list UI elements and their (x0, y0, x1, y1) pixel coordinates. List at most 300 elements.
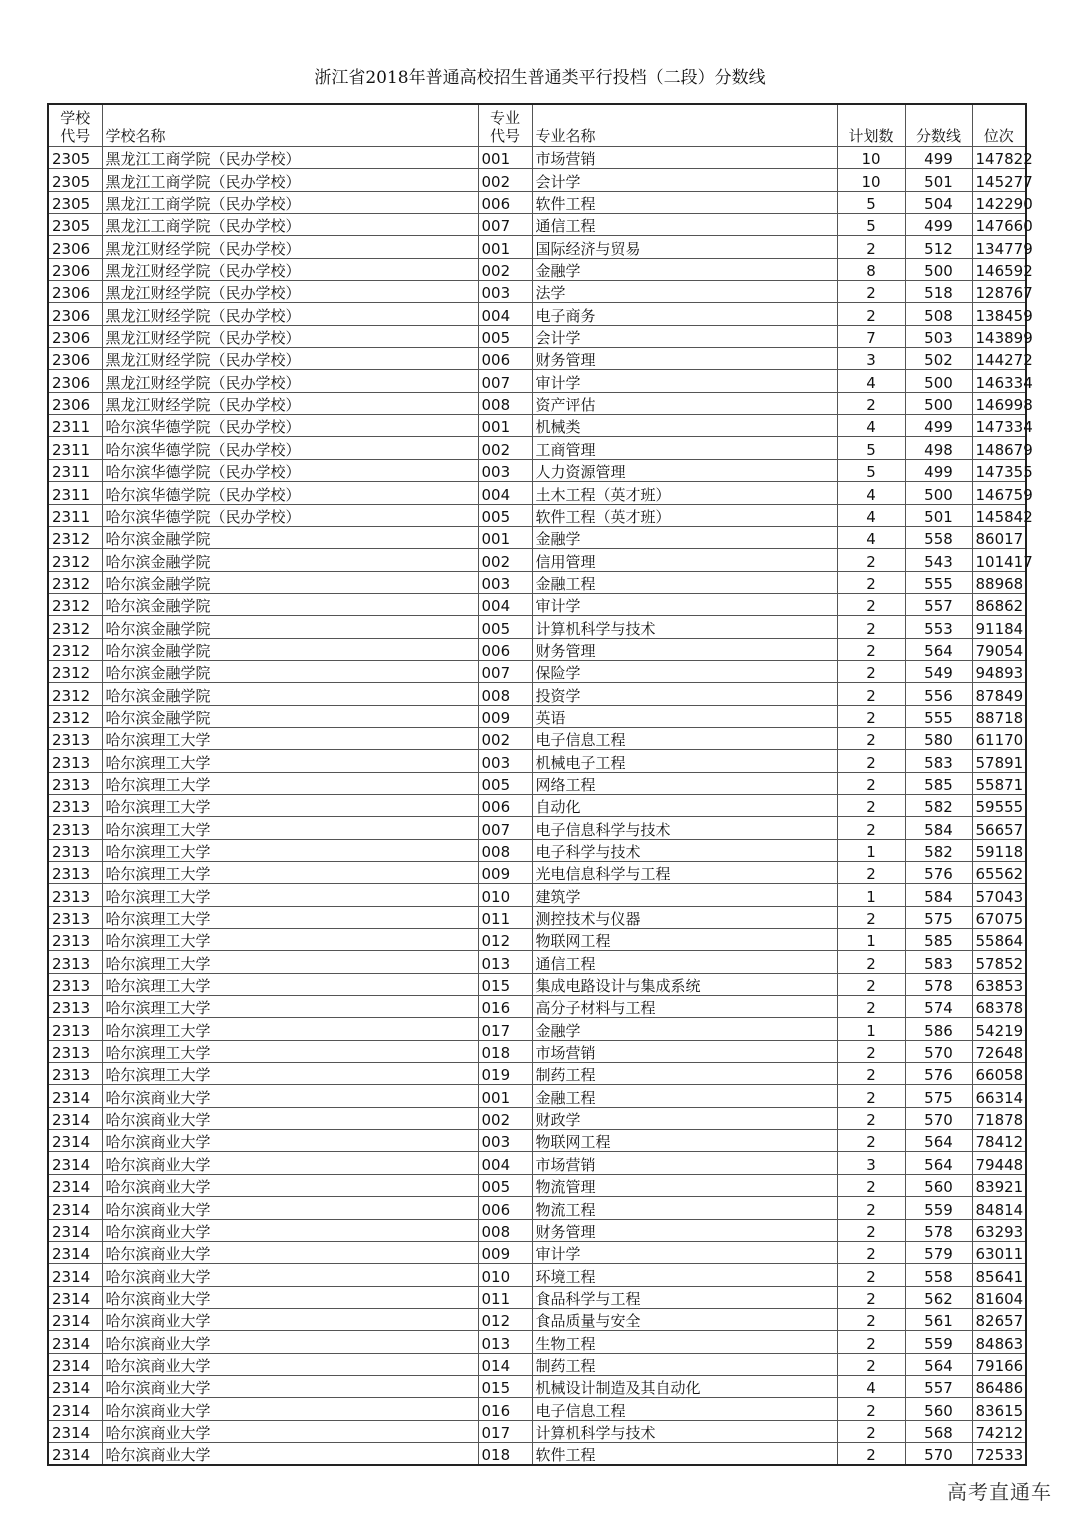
cell-rank: 55871 (972, 772, 1026, 794)
cell-school-name: 哈尔滨金融学院 (102, 526, 478, 548)
cell-rank: 68378 (972, 996, 1026, 1018)
cell-plan: 8 (837, 258, 905, 280)
table-row (48, 1174, 1026, 1196)
cell-school-name: 哈尔滨商业大学 (102, 1353, 478, 1375)
cell-major-name: 建筑学 (532, 884, 837, 906)
cell-major-code: 012 (478, 1308, 532, 1330)
table-row (48, 504, 1026, 526)
cell-major-code: 007 (478, 214, 532, 236)
cell-score: 499 (905, 214, 972, 236)
table-row (48, 1331, 1026, 1353)
cell-school-name: 哈尔滨理工大学 (102, 929, 478, 951)
cell-major-name: 财务管理 (532, 348, 837, 370)
cell-major-code: 008 (478, 839, 532, 861)
cell-score: 575 (905, 1085, 972, 1107)
cell-major-code: 016 (478, 1398, 532, 1420)
cell-school-code: 2313 (48, 1018, 102, 1040)
cell-plan: 2 (837, 281, 905, 303)
cell-rank: 55864 (972, 929, 1026, 951)
cell-rank: 57043 (972, 884, 1026, 906)
cell-school-name: 哈尔滨商业大学 (102, 1420, 478, 1442)
cell-plan: 2 (837, 996, 905, 1018)
cell-rank: 146998 (972, 392, 1026, 414)
cell-school-code: 2314 (48, 1353, 102, 1375)
cell-score: 508 (905, 303, 972, 325)
table-row (48, 750, 1026, 772)
cell-school-code: 2311 (48, 482, 102, 504)
cell-score: 498 (905, 437, 972, 459)
cell-plan: 2 (837, 660, 905, 682)
cell-major-name: 物流工程 (532, 1197, 837, 1219)
cell-school-name: 哈尔滨商业大学 (102, 1241, 478, 1263)
cell-score: 576 (905, 1063, 972, 1085)
table-row (48, 303, 1026, 325)
cell-major-name: 保险学 (532, 660, 837, 682)
cell-plan: 2 (837, 1308, 905, 1330)
cell-major-code: 010 (478, 884, 532, 906)
cell-major-name: 通信工程 (532, 951, 837, 973)
cell-school-code: 2314 (48, 1331, 102, 1353)
cell-school-code: 2314 (48, 1174, 102, 1196)
cell-rank: 146334 (972, 370, 1026, 392)
cell-plan: 2 (837, 593, 905, 615)
table-row (48, 727, 1026, 749)
table-row (48, 705, 1026, 727)
table-row (48, 772, 1026, 794)
cell-major-code: 017 (478, 1420, 532, 1442)
table-body (48, 104, 1033, 1465)
cell-rank: 84814 (972, 1197, 1026, 1219)
cell-major-name: 测控技术与仪器 (532, 906, 837, 928)
cell-score: 499 (905, 415, 972, 437)
cell-plan: 2 (837, 1420, 905, 1442)
cell-plan: 1 (837, 839, 905, 861)
cell-school-name: 哈尔滨金融学院 (102, 593, 478, 615)
cell-major-name: 高分子材料与工程 (532, 996, 837, 1018)
cell-score: 570 (905, 1040, 972, 1062)
cell-plan: 2 (837, 1264, 905, 1286)
cell-school-code: 2312 (48, 593, 102, 615)
cell-rank: 146592 (972, 258, 1026, 280)
table-row (48, 1264, 1026, 1286)
cell-school-code: 2313 (48, 996, 102, 1018)
cell-plan: 2 (837, 1197, 905, 1219)
table-row (48, 437, 1026, 459)
cell-score: 503 (905, 325, 972, 347)
cell-major-code: 013 (478, 1331, 532, 1353)
cell-score: 584 (905, 884, 972, 906)
cell-plan: 2 (837, 1353, 905, 1375)
cell-school-name: 哈尔滨金融学院 (102, 683, 478, 705)
cell-score: 578 (905, 1219, 972, 1241)
cell-major-code: 003 (478, 1130, 532, 1152)
cell-major-name: 市场营销 (532, 147, 837, 169)
cell-major-name: 制药工程 (532, 1353, 837, 1375)
cell-school-code: 2306 (48, 348, 102, 370)
header-major-code-line2: 代号 (489, 127, 520, 145)
table-row (48, 482, 1026, 504)
cell-major-code: 001 (478, 526, 532, 548)
cell-school-code: 2306 (48, 325, 102, 347)
table-row (48, 683, 1026, 705)
table-row (48, 370, 1026, 392)
cell-major-name: 财务管理 (532, 1219, 837, 1241)
cell-plan: 3 (837, 348, 905, 370)
cell-score: 580 (905, 727, 972, 749)
cell-major-code: 001 (478, 147, 532, 169)
cell-major-name: 制药工程 (532, 1063, 837, 1085)
cell-plan: 2 (837, 1130, 905, 1152)
cell-score: 574 (905, 996, 972, 1018)
cell-major-code: 001 (478, 236, 532, 258)
cell-score: 568 (905, 1420, 972, 1442)
cell-school-code: 2314 (48, 1085, 102, 1107)
table-row (48, 817, 1026, 839)
header-school-code-line2: 代号 (60, 127, 91, 145)
cell-plan: 2 (837, 1286, 905, 1308)
cell-plan: 1 (837, 929, 905, 951)
cell-rank: 85641 (972, 1264, 1026, 1286)
cell-major-code: 002 (478, 1107, 532, 1129)
cell-score: 543 (905, 549, 972, 571)
cell-major-code: 005 (478, 772, 532, 794)
cell-score: 585 (905, 772, 972, 794)
cell-school-code: 2313 (48, 862, 102, 884)
cell-school-name: 哈尔滨理工大学 (102, 951, 478, 973)
cell-major-code: 002 (478, 549, 532, 571)
table-row (48, 1018, 1026, 1040)
cell-major-name: 生物工程 (532, 1331, 837, 1353)
cell-major-name: 工商管理 (532, 437, 837, 459)
cell-plan: 2 (837, 638, 905, 660)
cell-major-name: 软件工程（英才班） (532, 504, 837, 526)
header-score: 分数线 (905, 104, 972, 147)
cell-rank: 144272 (972, 348, 1026, 370)
cell-plan: 2 (837, 794, 905, 816)
cell-rank: 54219 (972, 1018, 1026, 1040)
cell-plan: 2 (837, 571, 905, 593)
table-row (48, 1442, 1026, 1465)
cell-school-name: 哈尔滨理工大学 (102, 772, 478, 794)
cell-school-name: 哈尔滨华德学院（民办学校） (102, 504, 478, 526)
cell-school-name: 黑龙江财经学院（民办学校） (102, 258, 478, 280)
cell-major-name: 信用管理 (532, 549, 837, 571)
cell-school-name: 哈尔滨商业大学 (102, 1331, 478, 1353)
table-row (48, 348, 1026, 370)
cell-rank: 91184 (972, 616, 1026, 638)
cell-major-code: 006 (478, 348, 532, 370)
cell-major-name: 国际经济与贸易 (532, 236, 837, 258)
table-row (48, 1353, 1026, 1375)
cell-major-code: 008 (478, 392, 532, 414)
cell-score: 560 (905, 1174, 972, 1196)
cell-major-code: 004 (478, 1152, 532, 1174)
page-title: 浙江省2018年普通高校招生普通类平行投档（二段）分数线 (314, 68, 766, 88)
cell-major-code: 009 (478, 705, 532, 727)
cell-score: 570 (905, 1107, 972, 1129)
cell-score: 559 (905, 1197, 972, 1219)
cell-school-code: 2314 (48, 1197, 102, 1219)
table-row (48, 1375, 1026, 1397)
table-row (48, 214, 1026, 236)
cell-school-name: 哈尔滨理工大学 (102, 973, 478, 995)
cell-major-code: 009 (478, 862, 532, 884)
header-major-code (478, 104, 532, 147)
cell-plan: 2 (837, 236, 905, 258)
cell-school-code: 2312 (48, 660, 102, 682)
cell-major-code: 002 (478, 258, 532, 280)
cell-plan: 10 (837, 147, 905, 169)
cell-rank: 59555 (972, 794, 1026, 816)
cell-school-name: 哈尔滨商业大学 (102, 1264, 478, 1286)
cell-major-code: 004 (478, 482, 532, 504)
cell-major-name: 网络工程 (532, 772, 837, 794)
cell-rank: 88718 (972, 705, 1026, 727)
watermark: 高考直通车 (947, 1480, 1052, 1504)
cell-score: 576 (905, 862, 972, 884)
cell-rank: 82657 (972, 1308, 1026, 1330)
cell-rank: 134779 (972, 236, 1026, 258)
cell-school-name: 哈尔滨金融学院 (102, 705, 478, 727)
cell-score: 553 (905, 616, 972, 638)
table-row (48, 147, 1026, 169)
cell-school-name: 黑龙江工商学院（民办学校） (102, 147, 478, 169)
cell-plan: 2 (837, 549, 905, 571)
cell-plan: 5 (837, 214, 905, 236)
cell-major-name: 人力资源管理 (532, 459, 837, 481)
cell-school-name: 哈尔滨华德学院（民办学校） (102, 415, 478, 437)
cell-school-name: 哈尔滨华德学院（民办学校） (102, 437, 478, 459)
cell-major-name: 金融工程 (532, 571, 837, 593)
table-row (48, 1286, 1026, 1308)
cell-plan: 4 (837, 415, 905, 437)
cell-school-code: 2306 (48, 281, 102, 303)
score-table (47, 103, 1033, 1466)
cell-school-code: 2314 (48, 1286, 102, 1308)
cell-major-name: 集成电路设计与集成系统 (532, 973, 837, 995)
cell-major-code: 011 (478, 1286, 532, 1308)
cell-school-code: 2314 (48, 1398, 102, 1420)
cell-plan: 5 (837, 459, 905, 481)
cell-rank: 101417 (972, 549, 1026, 571)
table-row (48, 593, 1026, 615)
cell-major-name: 机械电子工程 (532, 750, 837, 772)
cell-plan: 2 (837, 1040, 905, 1062)
cell-rank: 79054 (972, 638, 1026, 660)
cell-rank: 146759 (972, 482, 1026, 504)
cell-major-code: 017 (478, 1018, 532, 1040)
cell-major-code: 013 (478, 951, 532, 973)
table-row (48, 526, 1026, 548)
cell-score: 502 (905, 348, 972, 370)
cell-plan: 2 (837, 616, 905, 638)
cell-school-name: 哈尔滨商业大学 (102, 1107, 478, 1129)
cell-school-code: 2313 (48, 750, 102, 772)
cell-major-code: 004 (478, 593, 532, 615)
cell-school-name: 哈尔滨金融学院 (102, 616, 478, 638)
cell-plan: 2 (837, 862, 905, 884)
cell-major-name: 土木工程（英才班） (532, 482, 837, 504)
cell-school-name: 哈尔滨商业大学 (102, 1174, 478, 1196)
cell-rank: 67075 (972, 906, 1026, 928)
cell-score: 512 (905, 236, 972, 258)
cell-school-code: 2312 (48, 705, 102, 727)
cell-major-code: 007 (478, 660, 532, 682)
cell-plan: 4 (837, 526, 905, 548)
cell-rank: 84863 (972, 1331, 1026, 1353)
cell-school-code: 2311 (48, 504, 102, 526)
cell-school-code: 2314 (48, 1420, 102, 1442)
cell-school-code: 2306 (48, 392, 102, 414)
cell-plan: 4 (837, 504, 905, 526)
cell-plan: 2 (837, 1241, 905, 1263)
cell-plan: 2 (837, 1398, 905, 1420)
cell-school-name: 哈尔滨金融学院 (102, 638, 478, 660)
cell-school-code: 2313 (48, 1063, 102, 1085)
cell-rank: 128767 (972, 281, 1026, 303)
header-major-name: 专业名称 (532, 104, 837, 147)
cell-score: 583 (905, 750, 972, 772)
cell-major-code: 005 (478, 1174, 532, 1196)
table-row (48, 794, 1026, 816)
cell-major-name: 金融工程 (532, 1085, 837, 1107)
cell-rank: 145277 (972, 169, 1026, 191)
cell-school-code: 2305 (48, 191, 102, 213)
table-row (48, 660, 1026, 682)
cell-school-code: 2306 (48, 303, 102, 325)
cell-plan: 5 (837, 191, 905, 213)
cell-major-code: 005 (478, 325, 532, 347)
cell-major-code: 003 (478, 459, 532, 481)
cell-school-code: 2305 (48, 169, 102, 191)
cell-score: 561 (905, 1308, 972, 1330)
cell-major-name: 电子信息科学与技术 (532, 817, 837, 839)
cell-score: 564 (905, 638, 972, 660)
cell-score: 549 (905, 660, 972, 682)
cell-school-name: 哈尔滨金融学院 (102, 660, 478, 682)
cell-rank: 79166 (972, 1353, 1026, 1375)
cell-major-code: 018 (478, 1040, 532, 1062)
cell-plan: 10 (837, 169, 905, 191)
cell-major-name: 物流管理 (532, 1174, 837, 1196)
cell-rank: 72533 (972, 1442, 1026, 1465)
cell-score: 499 (905, 147, 972, 169)
cell-school-name: 哈尔滨理工大学 (102, 817, 478, 839)
cell-rank: 145842 (972, 504, 1026, 526)
cell-school-code: 2311 (48, 437, 102, 459)
cell-rank: 74212 (972, 1420, 1026, 1442)
cell-score: 556 (905, 683, 972, 705)
header-row (48, 104, 1026, 147)
cell-rank: 147660 (972, 214, 1026, 236)
cell-school-name: 哈尔滨商业大学 (102, 1308, 478, 1330)
table-row (48, 191, 1026, 213)
cell-score: 500 (905, 482, 972, 504)
cell-score: 562 (905, 1286, 972, 1308)
cell-school-code: 2311 (48, 415, 102, 437)
cell-major-name: 光电信息科学与工程 (532, 862, 837, 884)
cell-score: 557 (905, 593, 972, 615)
cell-major-code: 012 (478, 929, 532, 951)
table-row (48, 1063, 1026, 1085)
cell-rank: 78412 (972, 1130, 1026, 1152)
cell-major-code: 004 (478, 303, 532, 325)
cell-school-name: 哈尔滨理工大学 (102, 906, 478, 928)
table-row (48, 281, 1026, 303)
cell-school-name: 哈尔滨理工大学 (102, 839, 478, 861)
table-row (48, 1241, 1026, 1263)
cell-major-code: 019 (478, 1063, 532, 1085)
cell-major-code: 009 (478, 1241, 532, 1263)
cell-rank: 63011 (972, 1241, 1026, 1263)
cell-major-name: 物联网工程 (532, 929, 837, 951)
cell-major-name: 物联网工程 (532, 1130, 837, 1152)
cell-major-name: 审计学 (532, 1241, 837, 1263)
cell-score: 518 (905, 281, 972, 303)
cell-school-code: 2313 (48, 794, 102, 816)
cell-school-name: 哈尔滨商业大学 (102, 1375, 478, 1397)
cell-rank: 87849 (972, 683, 1026, 705)
cell-school-code: 2313 (48, 929, 102, 951)
cell-school-name: 哈尔滨金融学院 (102, 571, 478, 593)
cell-school-name: 黑龙江工商学院（民办学校） (102, 191, 478, 213)
cell-school-name: 哈尔滨理工大学 (102, 727, 478, 749)
cell-rank: 86486 (972, 1375, 1026, 1397)
header-school-name: 学校名称 (102, 104, 478, 147)
table-row (48, 884, 1026, 906)
cell-score: 564 (905, 1130, 972, 1152)
table-row (48, 392, 1026, 414)
cell-school-code: 2314 (48, 1219, 102, 1241)
cell-major-name: 金融学 (532, 1018, 837, 1040)
table-row (48, 258, 1026, 280)
cell-plan: 1 (837, 884, 905, 906)
cell-school-code: 2314 (48, 1375, 102, 1397)
cell-major-code: 002 (478, 727, 532, 749)
cell-major-code: 006 (478, 638, 532, 660)
cell-score: 555 (905, 571, 972, 593)
cell-school-code: 2312 (48, 638, 102, 660)
cell-plan: 2 (837, 1085, 905, 1107)
table-row (48, 1040, 1026, 1062)
table-row (48, 1420, 1026, 1442)
cell-major-code: 003 (478, 571, 532, 593)
cell-rank: 66058 (972, 1063, 1026, 1085)
cell-major-name: 审计学 (532, 370, 837, 392)
cell-rank: 138459 (972, 303, 1026, 325)
cell-plan: 2 (837, 392, 905, 414)
cell-rank: 63293 (972, 1219, 1026, 1241)
cell-plan: 2 (837, 951, 905, 973)
cell-major-code: 001 (478, 1085, 532, 1107)
cell-school-code: 2314 (48, 1308, 102, 1330)
cell-plan: 3 (837, 1152, 905, 1174)
cell-plan: 2 (837, 973, 905, 995)
cell-major-name: 计算机科学与技术 (532, 1420, 837, 1442)
table-row (48, 1085, 1026, 1107)
cell-score: 500 (905, 258, 972, 280)
cell-school-name: 哈尔滨理工大学 (102, 1063, 478, 1085)
cell-rank: 83921 (972, 1174, 1026, 1196)
cell-school-code: 2312 (48, 683, 102, 705)
cell-major-name: 金融学 (532, 258, 837, 280)
cell-plan: 2 (837, 772, 905, 794)
cell-school-name: 哈尔滨商业大学 (102, 1398, 478, 1420)
cell-school-name: 哈尔滨理工大学 (102, 1018, 478, 1040)
cell-school-code: 2312 (48, 571, 102, 593)
table-row (48, 616, 1026, 638)
cell-plan: 2 (837, 906, 905, 928)
